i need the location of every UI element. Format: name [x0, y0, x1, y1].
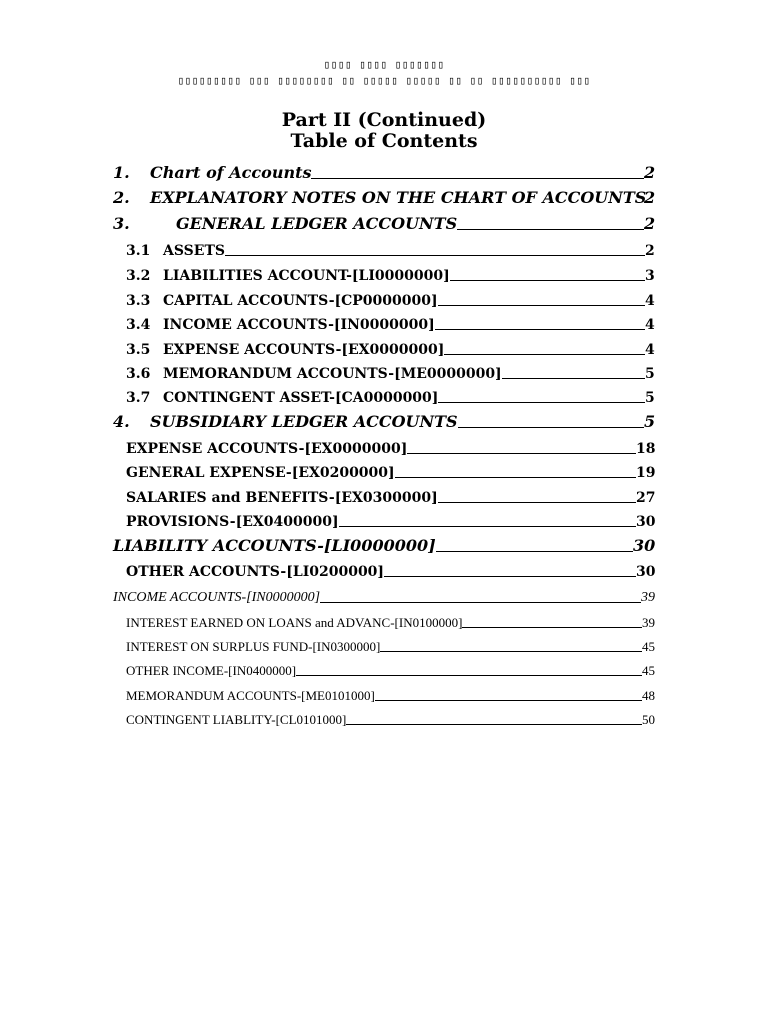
- toc-entry: [0, 433, 768, 457]
- toc-entry-number: 2.: [113, 188, 130, 207]
- toc-entry-title: PROVISIONS-[EX0400000]: [126, 514, 339, 530]
- toc-page-number: 4: [645, 317, 655, 333]
- toc-leader-line: [346, 724, 642, 725]
- toc-page-number: 5: [644, 412, 656, 431]
- toc-page-number: 5: [645, 390, 655, 406]
- toc-entry: [0, 556, 768, 580]
- page-title: Part II (Continued): [281, 109, 487, 131]
- toc-leader-line: [450, 280, 645, 281]
- toc-entry-title: OTHER INCOME-[IN0400000]: [126, 663, 297, 678]
- toc-entry: [0, 260, 768, 284]
- header-line-2: ▯▯▯▯▯▯▯▯▯ ▯▯▯ ▯▯▯▯▯▯▯▯ ▯▯ ▯▯▯▯▯ ▯▯▯▯▯ ▯▯ ▯▯ ▯▯▯▯▯▯▯▯▯▯ ▯▯▯: [177, 74, 591, 87]
- toc-entry: [0, 334, 768, 358]
- toc-entry: [0, 704, 768, 728]
- toc-entry-title: LIABILITY ACCOUNTS-[LI0000000]: [113, 536, 436, 555]
- toc-page-number: 18: [636, 441, 656, 457]
- toc-page-number: 30: [633, 536, 656, 555]
- toc-entry: [0, 183, 768, 207]
- toc-entry: [0, 209, 768, 233]
- toc-leader-line: [380, 651, 642, 652]
- toc-entry-number: 1.: [113, 163, 130, 182]
- page-subtitle: Table of Contents: [290, 130, 478, 152]
- toc-leader-line: [395, 477, 636, 478]
- toc-entry: [0, 285, 768, 309]
- toc-page-number: 2: [644, 163, 656, 182]
- toc-page-number: 50: [642, 712, 655, 727]
- toc-entry-title: INCOME ACCOUNTS-[IN0000000]: [113, 590, 321, 605]
- toc-entry: [0, 382, 768, 406]
- toc-entry-title: EXPLANATORY NOTES ON THE CHART OF ACCOUNTS: [150, 188, 647, 207]
- toc-page-number: 39: [641, 590, 655, 605]
- toc-leader-line: [296, 675, 642, 676]
- toc-page-number: 4: [645, 293, 655, 309]
- toc-page-number: 2: [645, 243, 655, 259]
- toc-entry: [0, 506, 768, 530]
- toc-entry: [0, 158, 768, 182]
- toc-leader-line: [462, 627, 642, 628]
- toc-entry-title: EXPENSE ACCOUNTS-[EX0000000]: [163, 342, 445, 358]
- toc-entry-title: EXPENSE ACCOUNTS-[EX0000000]: [126, 441, 408, 457]
- toc-entry-title: SUBSIDIARY LEDGER ACCOUNTS: [150, 412, 458, 431]
- toc-entry-title: MEMORANDUM ACCOUNTS-[ME0000000]: [163, 366, 502, 382]
- toc-leader-line: [435, 329, 645, 330]
- toc-page-number: 45: [642, 663, 655, 678]
- toc-entry-number: 3.1: [126, 243, 151, 259]
- toc-entry-title: INTEREST ON SURPLUS FUND-[IN0300000]: [126, 639, 381, 654]
- toc-leader-line: [311, 178, 644, 179]
- toc-entry-number: 3.7: [126, 390, 151, 406]
- toc-entry: [0, 607, 768, 631]
- toc-entry-title: INTEREST EARNED ON LOANS and ADVANC-[IN0100000]: [126, 615, 463, 630]
- toc-page-number: 4: [645, 342, 655, 358]
- toc-page-number: 45: [642, 639, 655, 654]
- toc-page-number: 3: [645, 268, 655, 284]
- toc-leader-line: [438, 305, 645, 306]
- toc-leader-line: [438, 402, 645, 403]
- toc-entry-number: 3.: [113, 214, 130, 233]
- toc-page-number: 48: [642, 688, 655, 703]
- toc-page-number: 2: [644, 214, 656, 233]
- toc-entry-number: 4.: [113, 412, 130, 431]
- toc-page-number: 5: [645, 366, 655, 382]
- toc-page-number: 39: [642, 615, 655, 630]
- toc-leader-line: [457, 229, 644, 230]
- toc-entry: [0, 358, 768, 382]
- toc-entry: [0, 309, 768, 333]
- toc-leader-line: [444, 354, 645, 355]
- toc-entry-number: 3.2: [126, 268, 151, 284]
- toc-page-number: 19: [636, 465, 656, 481]
- toc-page-number: 2: [644, 188, 656, 207]
- toc-entry: [0, 680, 768, 704]
- toc-leader-line: [407, 453, 636, 454]
- toc-entry-number: 3.6: [126, 366, 151, 382]
- toc-entry-title: SALARIES and BENEFITS-[EX0300000]: [126, 490, 438, 506]
- toc-leader-line: [438, 502, 636, 503]
- toc-leader-line: [384, 576, 636, 577]
- toc-entry: [0, 457, 768, 481]
- toc-entry: [0, 531, 768, 555]
- toc-leader-line: [225, 255, 645, 256]
- toc-entry-title: CAPITAL ACCOUNTS-[CP0000000]: [163, 293, 438, 309]
- toc-entry-title: INCOME ACCOUNTS-[IN0000000]: [163, 317, 435, 333]
- toc-entry: [0, 482, 768, 506]
- toc-page-number: 30: [636, 564, 656, 580]
- toc-leader-line: [436, 551, 633, 552]
- toc-entry: [0, 582, 768, 606]
- toc-entry-title: ASSETS: [163, 243, 225, 259]
- toc-leader-line: [375, 700, 642, 701]
- header-line-1: ▯▯▯▯ ▯▯▯▯ ▯▯▯▯▯▯▯: [323, 58, 445, 71]
- toc-page-number: 27: [636, 490, 656, 506]
- toc-entry: [0, 655, 768, 679]
- toc-entry-title: GENERAL LEDGER ACCOUNTS: [176, 214, 458, 233]
- toc-entry-title: LIABILITIES ACCOUNT-[LI0000000]: [163, 268, 450, 284]
- toc-entry-title: OTHER ACCOUNTS-[LI0200000]: [126, 564, 385, 580]
- toc-entry-title: MEMORANDUM ACCOUNTS-[ME0101000]: [126, 688, 375, 703]
- toc-entry: [0, 631, 768, 655]
- toc-entry-title: GENERAL EXPENSE-[EX0200000]: [126, 465, 395, 481]
- toc-entry-number: 3.4: [126, 317, 151, 333]
- toc-leader-line: [502, 378, 645, 379]
- toc-entry-number: 3.5: [126, 342, 151, 358]
- toc-page-number: 30: [636, 514, 656, 530]
- toc-entry-title: CONTINGENT ASSET-[CA0000000]: [163, 390, 439, 406]
- toc-entry: [0, 407, 768, 431]
- toc-leader-line: [320, 602, 641, 603]
- toc-entry-number: 3.3: [126, 293, 151, 309]
- toc-entry-title: CONTINGENT LIABLITY-[CL0101000]: [126, 712, 347, 727]
- toc-entry: [0, 235, 768, 259]
- toc-leader-line: [339, 526, 636, 527]
- toc-entry-title: Chart of Accounts: [150, 163, 312, 182]
- toc-leader-line: [458, 427, 644, 428]
